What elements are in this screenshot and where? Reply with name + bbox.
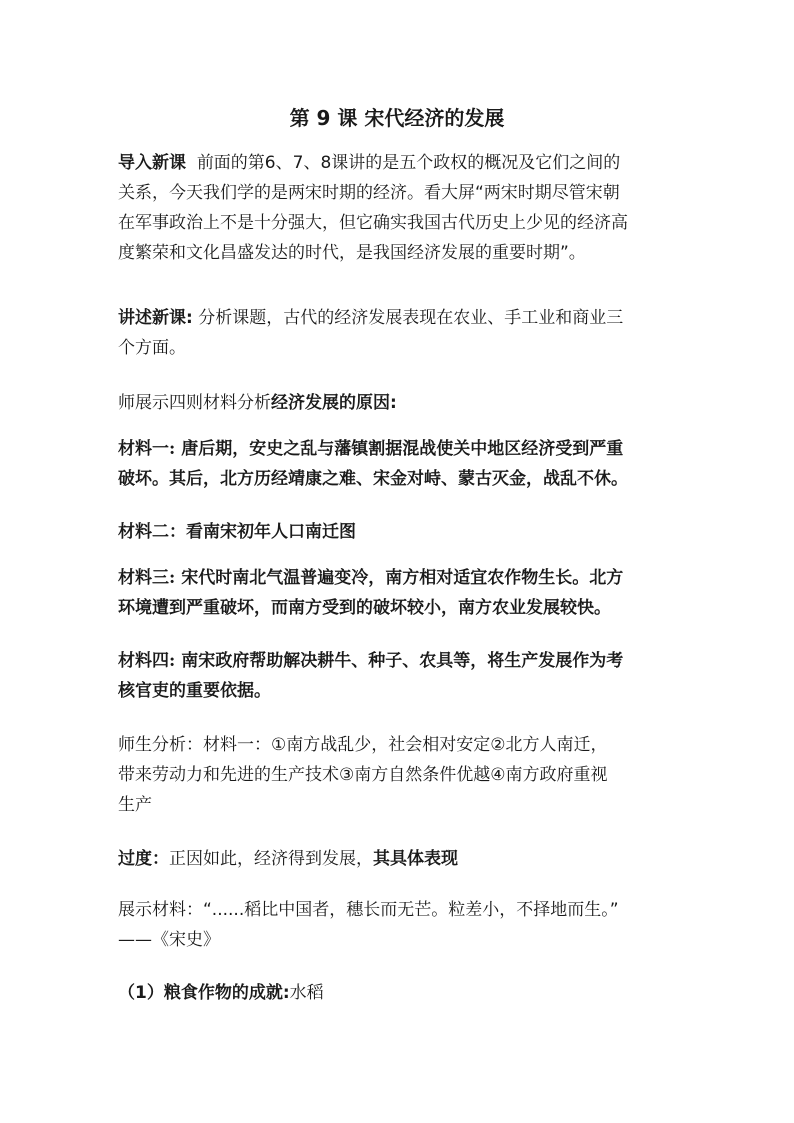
material-display — [118, 895, 678, 955]
lecture-label: 讲述新课: — [118, 308, 193, 328]
intro-label: 导入新课 — [118, 153, 186, 173]
lecture-paragraph — [118, 303, 678, 363]
show-paragraph — [118, 388, 678, 418]
section-heading-1-label: （1）粮食作物的成就: — [118, 983, 290, 1003]
material-4-line-2: 核官吏的重要依据。 — [118, 681, 271, 701]
intro-line-1: 导入新课 前面的第6、7、8课讲的是五个政权的概况及它们之间的 — [118, 153, 621, 173]
section-heading-1 — [118, 978, 678, 1008]
transition-label: 过度： — [118, 849, 169, 869]
intro-line-3: 在军事政治上不是十分强大，但它确实我国古代历史上少见的经济高 — [118, 213, 628, 233]
analysis-line-1: 师生分析：材料一：①南方战乱少，社会相对安定②北方人南迁， — [118, 735, 608, 755]
intro-paragraph — [118, 148, 678, 268]
page-title: 第 9 课 宋代经济的发展 — [289, 106, 505, 130]
material-4 — [118, 646, 678, 706]
lecture-line-2: 个方面。 — [118, 338, 186, 358]
material-2-line: 材料二：看南宋初年人口南迁图 — [118, 522, 356, 542]
section-heading-1-text: 水稻 — [289, 983, 324, 1003]
analysis-paragraph — [118, 730, 678, 820]
material-1-line-1: 材料一: 唐后期，安史之乱与藩镇割据混战使关中地区经济受到严重 — [118, 439, 624, 459]
material-1 — [118, 434, 678, 494]
material-display-line-1: 展示材料：“......稻比中国者，穗长而无芒。粒差小，不择地而生。” — [118, 900, 619, 920]
show-prefix: 师展示四则材料分析 — [118, 393, 271, 413]
material-display-line-2: ——《宋史》 — [118, 930, 220, 950]
intro-line-4: 度繁荣和文化昌盛发达的时代，是我国经济发展的重要时期”。 — [118, 243, 586, 263]
transition-bold: 其具体表现 — [373, 849, 458, 869]
intro-line-2: 关系，今天我们学的是两宋时期的经济。看大屏“两宋时期尽管宋朝 — [118, 183, 620, 203]
material-2 — [118, 517, 678, 547]
transition-paragraph — [118, 844, 678, 874]
analysis-line-3: 生产 — [118, 795, 152, 815]
transition-text: 正因如此，经济得到发展， — [169, 849, 373, 869]
material-4-line-1: 材料四: 南宋政府帮助解决耕牛、种子、农具等，将生产发展作为考 — [118, 651, 624, 671]
material-1-line-2: 破坏。其后，北方历经靖康之难、宋金对峙、蒙古灭金，战乱不休。 — [118, 469, 628, 489]
analysis-line-2: 带来劳动力和先进的生产技术③南方自然条件优越④南方政府重视 — [118, 765, 608, 785]
lecture-line-1: 讲述新课: 分析课题，古代的经济发展表现在农业、手工业和商业三 — [118, 308, 624, 328]
show-bold: 经济发展的原因: — [271, 393, 397, 413]
material-3-line-1: 材料三: 宋代时南北气温普遍变冷，南方相对适宜农作物生长。北方 — [118, 568, 624, 588]
material-3-line-2: 环境遭到严重破坏，而南方受到的破坏较小，南方农业发展较快。 — [118, 598, 611, 618]
material-3 — [118, 563, 678, 623]
